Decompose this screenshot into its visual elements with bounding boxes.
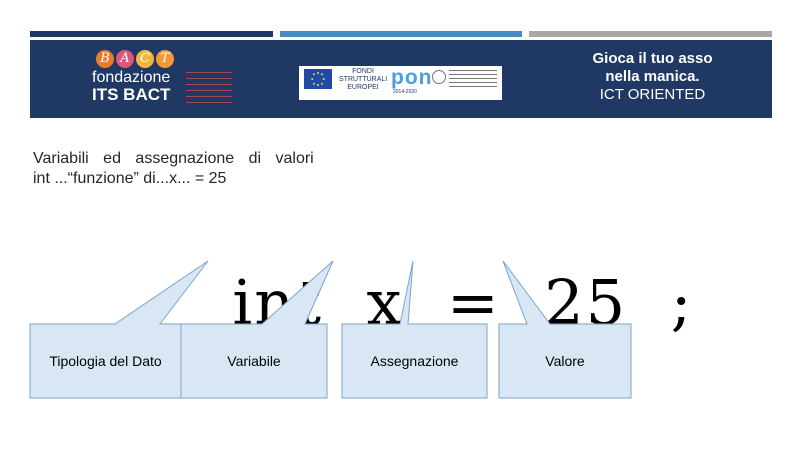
callout-label-valore: Valore	[545, 353, 585, 369]
callout-variabile	[181, 261, 333, 398]
slogan-line1: Gioca il tuo asso	[592, 50, 713, 67]
heading-line2: int ...“funzione” di...x... = 25	[33, 170, 227, 187]
bact-letter-c: C	[136, 50, 154, 68]
bact-letter-b: B	[96, 50, 114, 68]
callout-valore	[499, 261, 631, 398]
code-text: int x = 25 ;	[232, 266, 694, 339]
fondi-strutturali-text: FONDI STRUTTURALI EUROPEI	[339, 68, 388, 91]
callout-assegnazione	[342, 261, 487, 398]
heading-line1: Variabili ed assegnazione di valori	[33, 150, 314, 167]
pon-wordmark: pon	[391, 66, 433, 89]
callout-label-variabile: Variabile	[227, 353, 281, 369]
logo-its-bact-text: ITS BACT	[92, 85, 171, 104]
bact-letter-a: A	[116, 50, 134, 68]
callout-label-assegnazione: Assegnazione	[370, 353, 459, 369]
logo-fondazione-text: fondazione	[92, 69, 171, 86]
callout-label-tipologia: Tipologia del Dato	[49, 353, 162, 369]
slogan-line3: ICT ORIENTED	[599, 86, 706, 103]
bact-letter-t: T	[156, 50, 174, 68]
pon-years-text: 2014-2020	[393, 89, 417, 95]
slogan-line2: nella manica.	[605, 68, 700, 85]
